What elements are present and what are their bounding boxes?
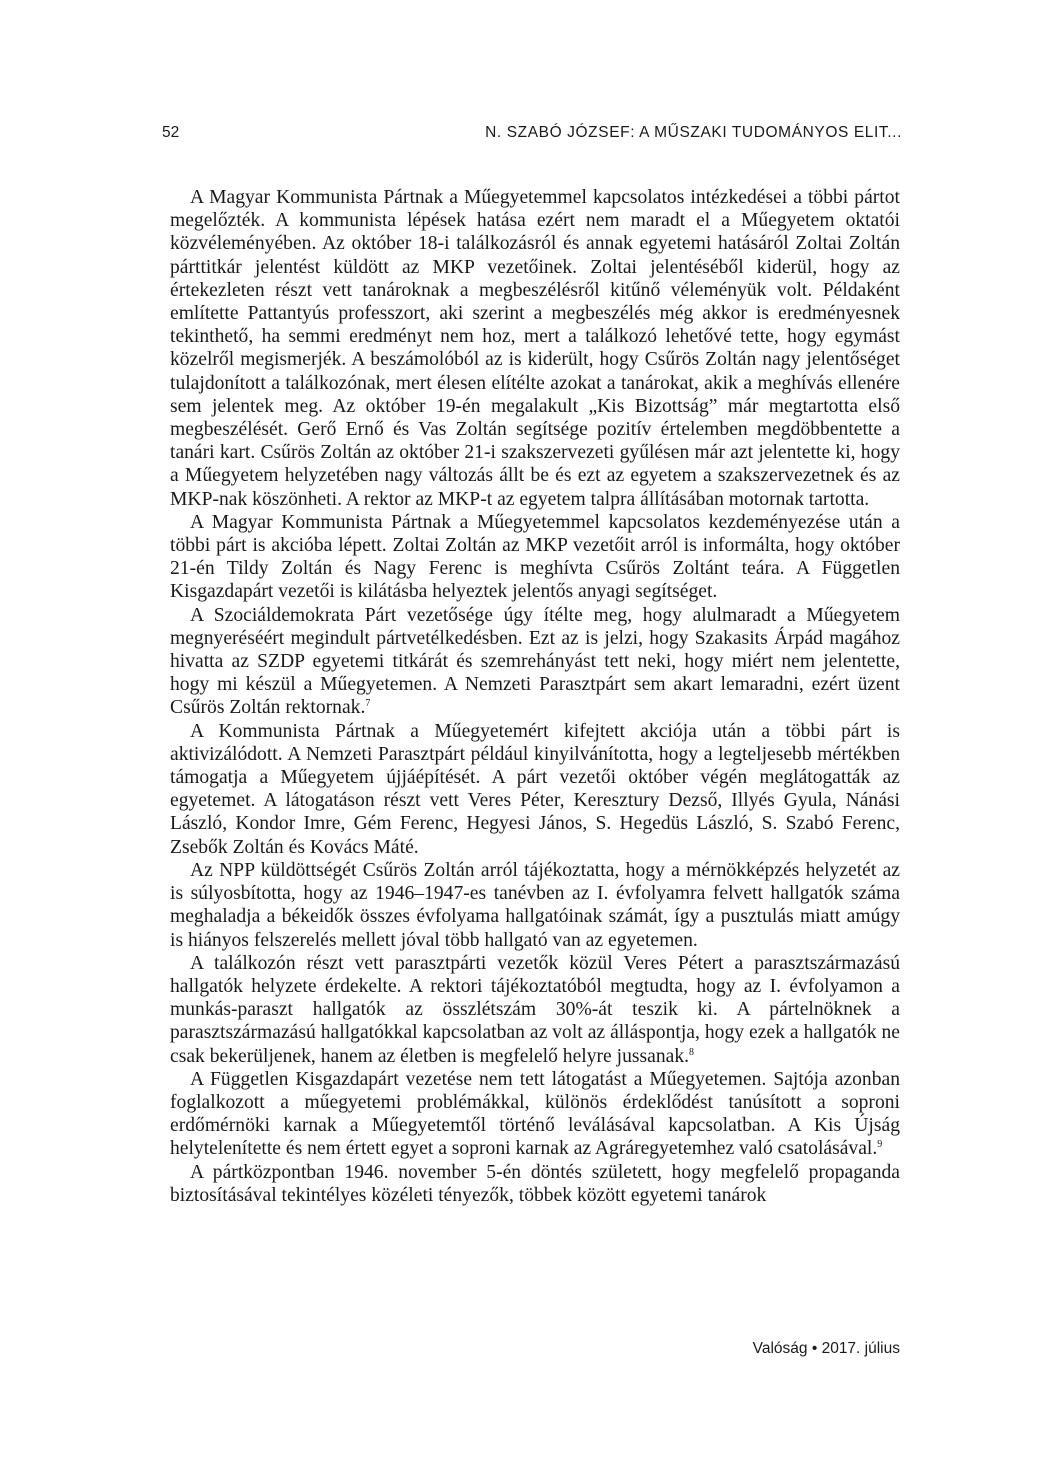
paragraph-text: Az NPP küldöttségét Csűrös Zoltán arról tájékoztatta, hogy a mérnökképzés helyzetét az is súlyosbította, hogy az 1946–1947-es tanévben az I. évfolyamra felvett hallgatók száma meghaladja a békeidők összes évfolyama hallgatóinak számát, így a pusztulás miatt amúgy is hiányos felszerelés mellett jóval több hallgató van az egyetemen. [170, 859, 900, 951]
journal-footer: Valóság • 2017. július [752, 1340, 900, 1357]
paragraph [170, 720, 900, 859]
article-body [170, 186, 900, 1207]
paragraph-text: A Magyar Kommunista Pártnak a Műegyetemmel kapcsolatos intézkedései a többi pártot megelőzték. A kommunista lépések hatása ezért nem maradt el a Műegyetem oktatói közvéleményében. Az október 18-i találkozásról és annak egyetemi hatásáról Zoltai Zoltán párttitkár jelentést küldött az MKP vezetőinek. Zoltai jelentéséből kiderül, hogy az értekezleten részt vett tanároknak a megbeszélésről kitűnő véleményük volt. Példaként említette Pattantyús professzort, aki szerint a megbeszélés még akkor is eredményesnek tekinthető, ha semmi eredményt nem hoz, mert a találkozó lehetővé tette, hogy egymást közelről megismerjék. A beszámolóból az is kiderült, hogy Csűrös Zoltán nagy jelentőséget tulajdonított a találkozónak, mert élesen elítélte azokat a tanárokat, akik a meghívás ellenére sem jelentek meg. Az október 19-én megalakult „Kis Bizottság” már megtartotta első megbeszélését. Gerő Ernő és Vas Zoltán segítsége pozitív értelemben megdöbbentette a tanári kart. Csűrös Zoltán az október 21-i szakszervezeti gyűlésen már azt jelentette ki, hogy a Műegyetem helyzetében nagy változás állt be és ezt az egyetem a szakszervezetnek és az MKP-nak köszönheti. A rektor az MKP-t az egyetem talpra állításában motornak tartotta. [170, 187, 900, 510]
paragraph-text: A pártközpontban 1946. november 5-én döntés született, hogy megfelelő propaganda biztosításával tekintélyes közéleti tényezők, többek között egyetemi tanárok [170, 1161, 900, 1206]
paragraph [170, 952, 900, 1068]
paragraph-text: A Független Kisgazdapárt vezetése nem tett látogatást a Műegyetemen. Sajtója azonban foglalkozott a műegyetemi problémákkal, különös érdeklődést tanúsított a soproni erdőmérnöki karnak a Műegyetemtől történő leválásával kapcsolatban. A Kis Újság helytelenítette és nem értett egyet a soproni karnak az Agráregyetemhez való csatolásával. [170, 1068, 900, 1160]
footnote-marker: 9 [877, 1139, 883, 1151]
paragraph [170, 186, 900, 511]
paragraph [170, 511, 900, 604]
paragraph-text: A Magyar Kommunista Pártnak a Műegyetemmel kapcsolatos kezdeményezése után a többi párt is akcióba lépett. Zoltai Zoltán az MKP vezetőit arról is informálta, hogy október 21-én Tildy Zoltán és Nagy Ferenc is meghívta Csűrös Zoltánt teára. A Független Kisgazdapárt vezetői is kilátásba helyeztek jelentős anyagi segítséget. [170, 511, 900, 603]
footnote-marker: 8 [689, 1046, 695, 1058]
paragraph-text: A Kommunista Pártnak a Műegyetemért kifejtett akciója után a többi párt is aktivizálódott. A Nemzeti Parasztpárt például kinyilvánította, hogy a legteljesebb mértékben támogatja a Műegyetem újjáépítését. A párt vezetői október végén meglátogatták az egyetemet. A látogatáson részt vett Veres Péter, Keresztury Dezső, Illyés Gyula, Nánási László, Kondor Imre, Gém Ferenc, Hegyesi János, S. Hegedüs László, S. Szabó Ferenc, Zsebők Zoltán és Kovács Máté. [170, 720, 900, 858]
page-number: 52 [162, 124, 180, 141]
paragraph [170, 859, 900, 952]
paragraph-text: A találkozón részt vett parasztpárti vezetők közül Veres Pétert a parasztszármazású hallgatók helyzete érdekelte. A rektori tájékoztatóból megtudta, hogy az I. évfolyamon a munkás-paraszt hallgatók az összlétszám 30%-át teszik ki. A pártelnöknek a parasztszármazású hallgatókkal kapcsolatban az volt az álláspontja, hogy ezek a hallgatók ne csak bekerüljenek, hanem az életben is megfelelő helyre jussanak. [170, 952, 900, 1067]
running-title: N. SZABÓ JÓZSEF: A MŰSZAKI TUDOMÁNYOS ELIT... [485, 124, 902, 141]
footnote-marker: 7 [365, 698, 371, 710]
paragraph [170, 604, 900, 720]
paragraph [170, 1068, 900, 1161]
paragraph [170, 1161, 900, 1207]
paragraph-text: A Szociáldemokrata Párt vezetősége úgy ítélte meg, hogy alulmaradt a Műegyetem megnyeréséért megindult pártvetélkedésben. Ezt az is jelzi, hogy Szakasits Árpád magához hivatta az SZDP egyetemi titkárát és szemrehányást tett neki, hogy miért nem jelentette, hogy mi készül a Műegyetemen. A Nemzeti Parasztpárt sem akart lemaradni, ezért üzent Csűrös Zoltán rektornak. [170, 604, 900, 719]
running-header [162, 124, 902, 148]
